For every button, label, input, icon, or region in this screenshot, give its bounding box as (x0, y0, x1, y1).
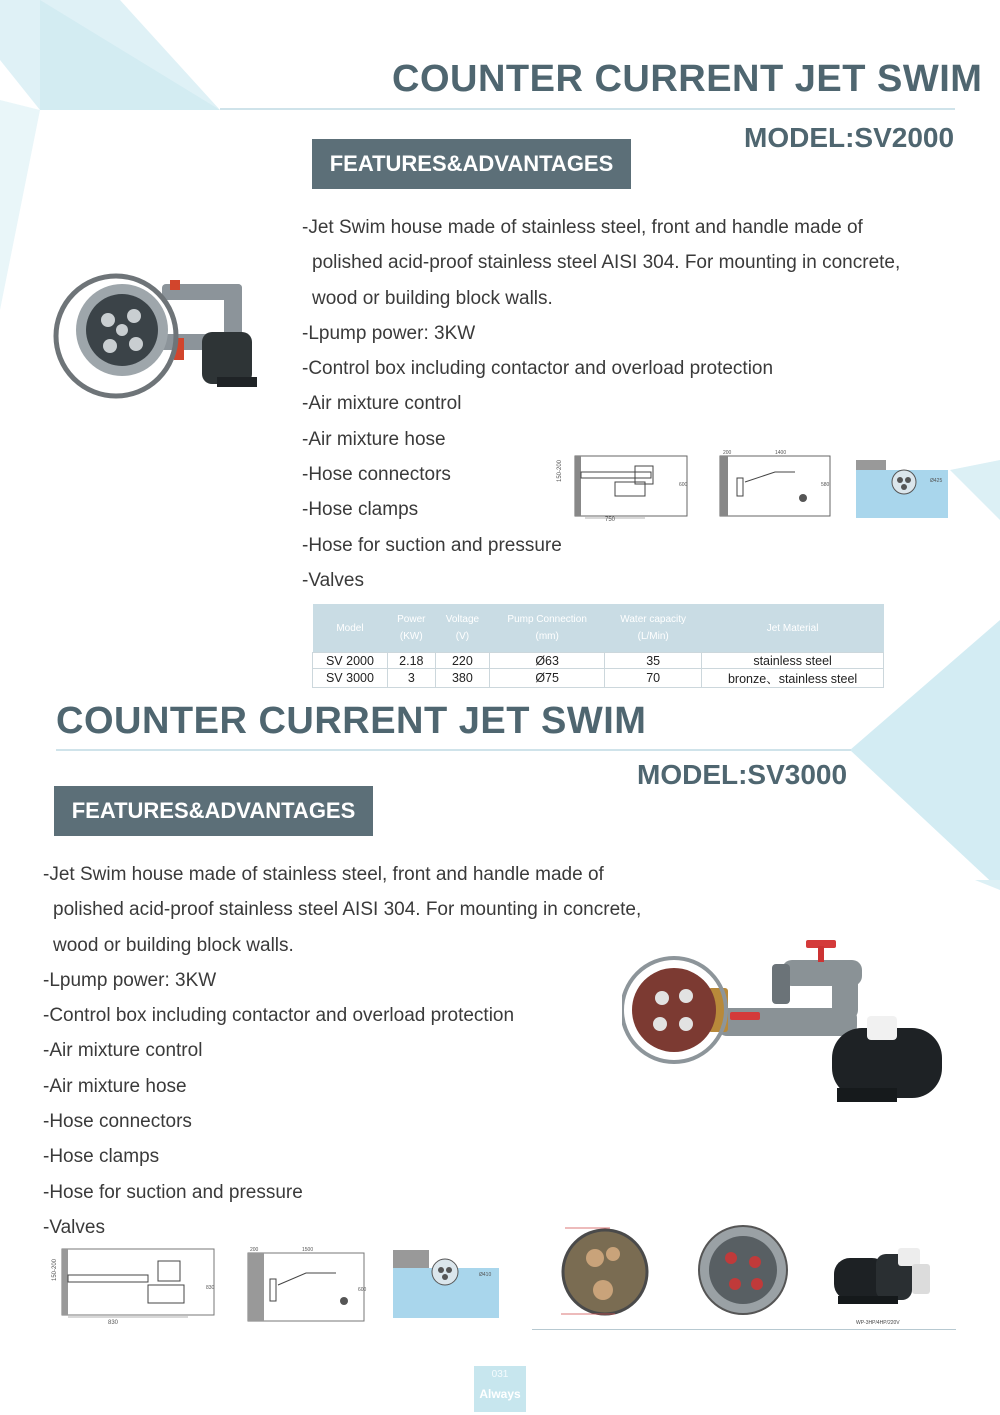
feature-item: -Hose for suction and pressure (302, 534, 562, 556)
table-cell: SV 2000 (313, 653, 388, 669)
drawing-label: 600 (679, 482, 688, 488)
drawing-label: 200 (723, 450, 732, 456)
feature-item: -Air mixture control (43, 1040, 203, 1062)
section2-bottom-rule (532, 1329, 956, 1330)
feature-item: -Air mixture control (302, 393, 462, 415)
drawing-label: 580 (821, 482, 830, 488)
table-header: Jet Material (702, 604, 884, 653)
drawing-label: Ø410 (479, 1272, 492, 1278)
brand-name: Always (479, 1387, 521, 1401)
table-cell: 2.18 (387, 653, 435, 669)
table-header: Water capacity (L/Min) (605, 604, 702, 653)
section1-rule (220, 108, 955, 110)
table-cell: stainless steel (702, 653, 884, 669)
sv2000-drawing-front (856, 458, 951, 520)
section2-features-list (43, 857, 641, 1245)
feature-item: -Hose connectors (43, 1111, 192, 1133)
section2-title: COUNTER CURRENT JET SWIM (56, 700, 647, 742)
table-cell: 220 (435, 653, 489, 669)
feature-item: -Valves (302, 569, 364, 591)
feature-item: -Lpump power: 3KW (43, 969, 217, 991)
feature-item: -Air mixture hose (43, 1075, 187, 1097)
table-header: Pump Connection (mm) (490, 604, 605, 653)
feature-item: -Jet Swim house made of stainless steel, front and handle made of (302, 217, 863, 238)
table-header: Power (KW) (387, 604, 435, 653)
table-cell: 3 (387, 669, 435, 688)
section2-model: MODEL:SV3000 (637, 759, 848, 790)
sv3000-pump-photo (828, 1240, 938, 1330)
table-cell: SV 3000 (313, 669, 388, 688)
table-cell: 35 (605, 653, 702, 669)
feature-item: polished acid-proof stainless steel AISI 304. For mounting in concrete, (312, 252, 901, 274)
sv3000-jet-front-photo (555, 1222, 665, 1322)
sv2000-product-photo (52, 262, 267, 412)
feature-item: -Lpump power: 3KW (302, 322, 476, 344)
table-cell: Ø75 (490, 669, 605, 688)
drawing-label: 150-200 (557, 459, 563, 482)
table-cell: Ø63 (490, 653, 605, 669)
section1-features-list (302, 210, 900, 598)
pump-caption: WP-3HP/4HP/220V (856, 1320, 900, 1326)
sv2000-drawing-side (555, 452, 690, 522)
feature-item: -Air mixture hose (302, 428, 446, 450)
drawing-label: 1500 (302, 1247, 314, 1253)
drawing-label: 830 (206, 1285, 215, 1291)
feature-item: -Hose clamps (302, 499, 419, 521)
spec-table-header-row (313, 604, 884, 653)
feature-item: -Hose connectors (302, 464, 451, 486)
section1-title: COUNTER CURRENT JET SWIM (392, 58, 983, 100)
table-row (313, 669, 884, 688)
section2-features-banner: FEATURES&ADVANTAGES (54, 786, 373, 836)
table-row (313, 653, 884, 669)
sv3000-product-photo (622, 938, 942, 1113)
drawing-label: 750 (605, 517, 616, 522)
page-number-box (474, 1366, 526, 1412)
section1-model: MODEL:SV2000 (744, 122, 955, 153)
feature-item: -Control box including contactor and overload protection (302, 358, 774, 380)
sv3000-jet-back-photo (695, 1222, 795, 1317)
drawing-label: 150-200 (52, 1258, 58, 1281)
drawing-label: 830 (108, 1320, 119, 1325)
drawing-label: Ø425 (930, 478, 943, 484)
section2-rule (56, 749, 851, 751)
drawing-label: 200 (250, 1247, 259, 1253)
feature-item: -Valves (43, 1216, 105, 1238)
feature-item: -Hose clamps (43, 1146, 160, 1168)
table-cell: 380 (435, 669, 489, 688)
drawing-label: 600 (358, 1287, 367, 1293)
drawing-label: 1400 (775, 450, 787, 456)
feature-item: polished acid-proof stainless steel AISI 304. For mounting in concrete, (53, 899, 642, 921)
spec-table (312, 604, 884, 688)
feature-item: -Jet Swim house made of stainless steel, front and handle made of (43, 864, 604, 885)
feature-item: wood or building block walls. (312, 287, 553, 309)
table-header: Model (313, 604, 388, 653)
sv3000-drawing-side (48, 1245, 218, 1325)
sv2000-drawing-plan (705, 448, 835, 520)
sv3000-drawing-plan (240, 1245, 370, 1325)
sv3000-drawing-front (393, 1250, 503, 1320)
feature-item: -Control box including contactor and overload protection (43, 1005, 515, 1027)
table-cell: 70 (605, 669, 702, 688)
section1-features-banner: FEATURES&ADVANTAGES (312, 139, 631, 189)
feature-item: wood or building block walls. (53, 934, 294, 956)
feature-item: -Hose for suction and pressure (43, 1181, 303, 1203)
page-number: 031 (491, 1369, 509, 1380)
table-cell: bronze、stainless steel (702, 669, 884, 688)
table-header: Voltage (V) (435, 604, 489, 653)
